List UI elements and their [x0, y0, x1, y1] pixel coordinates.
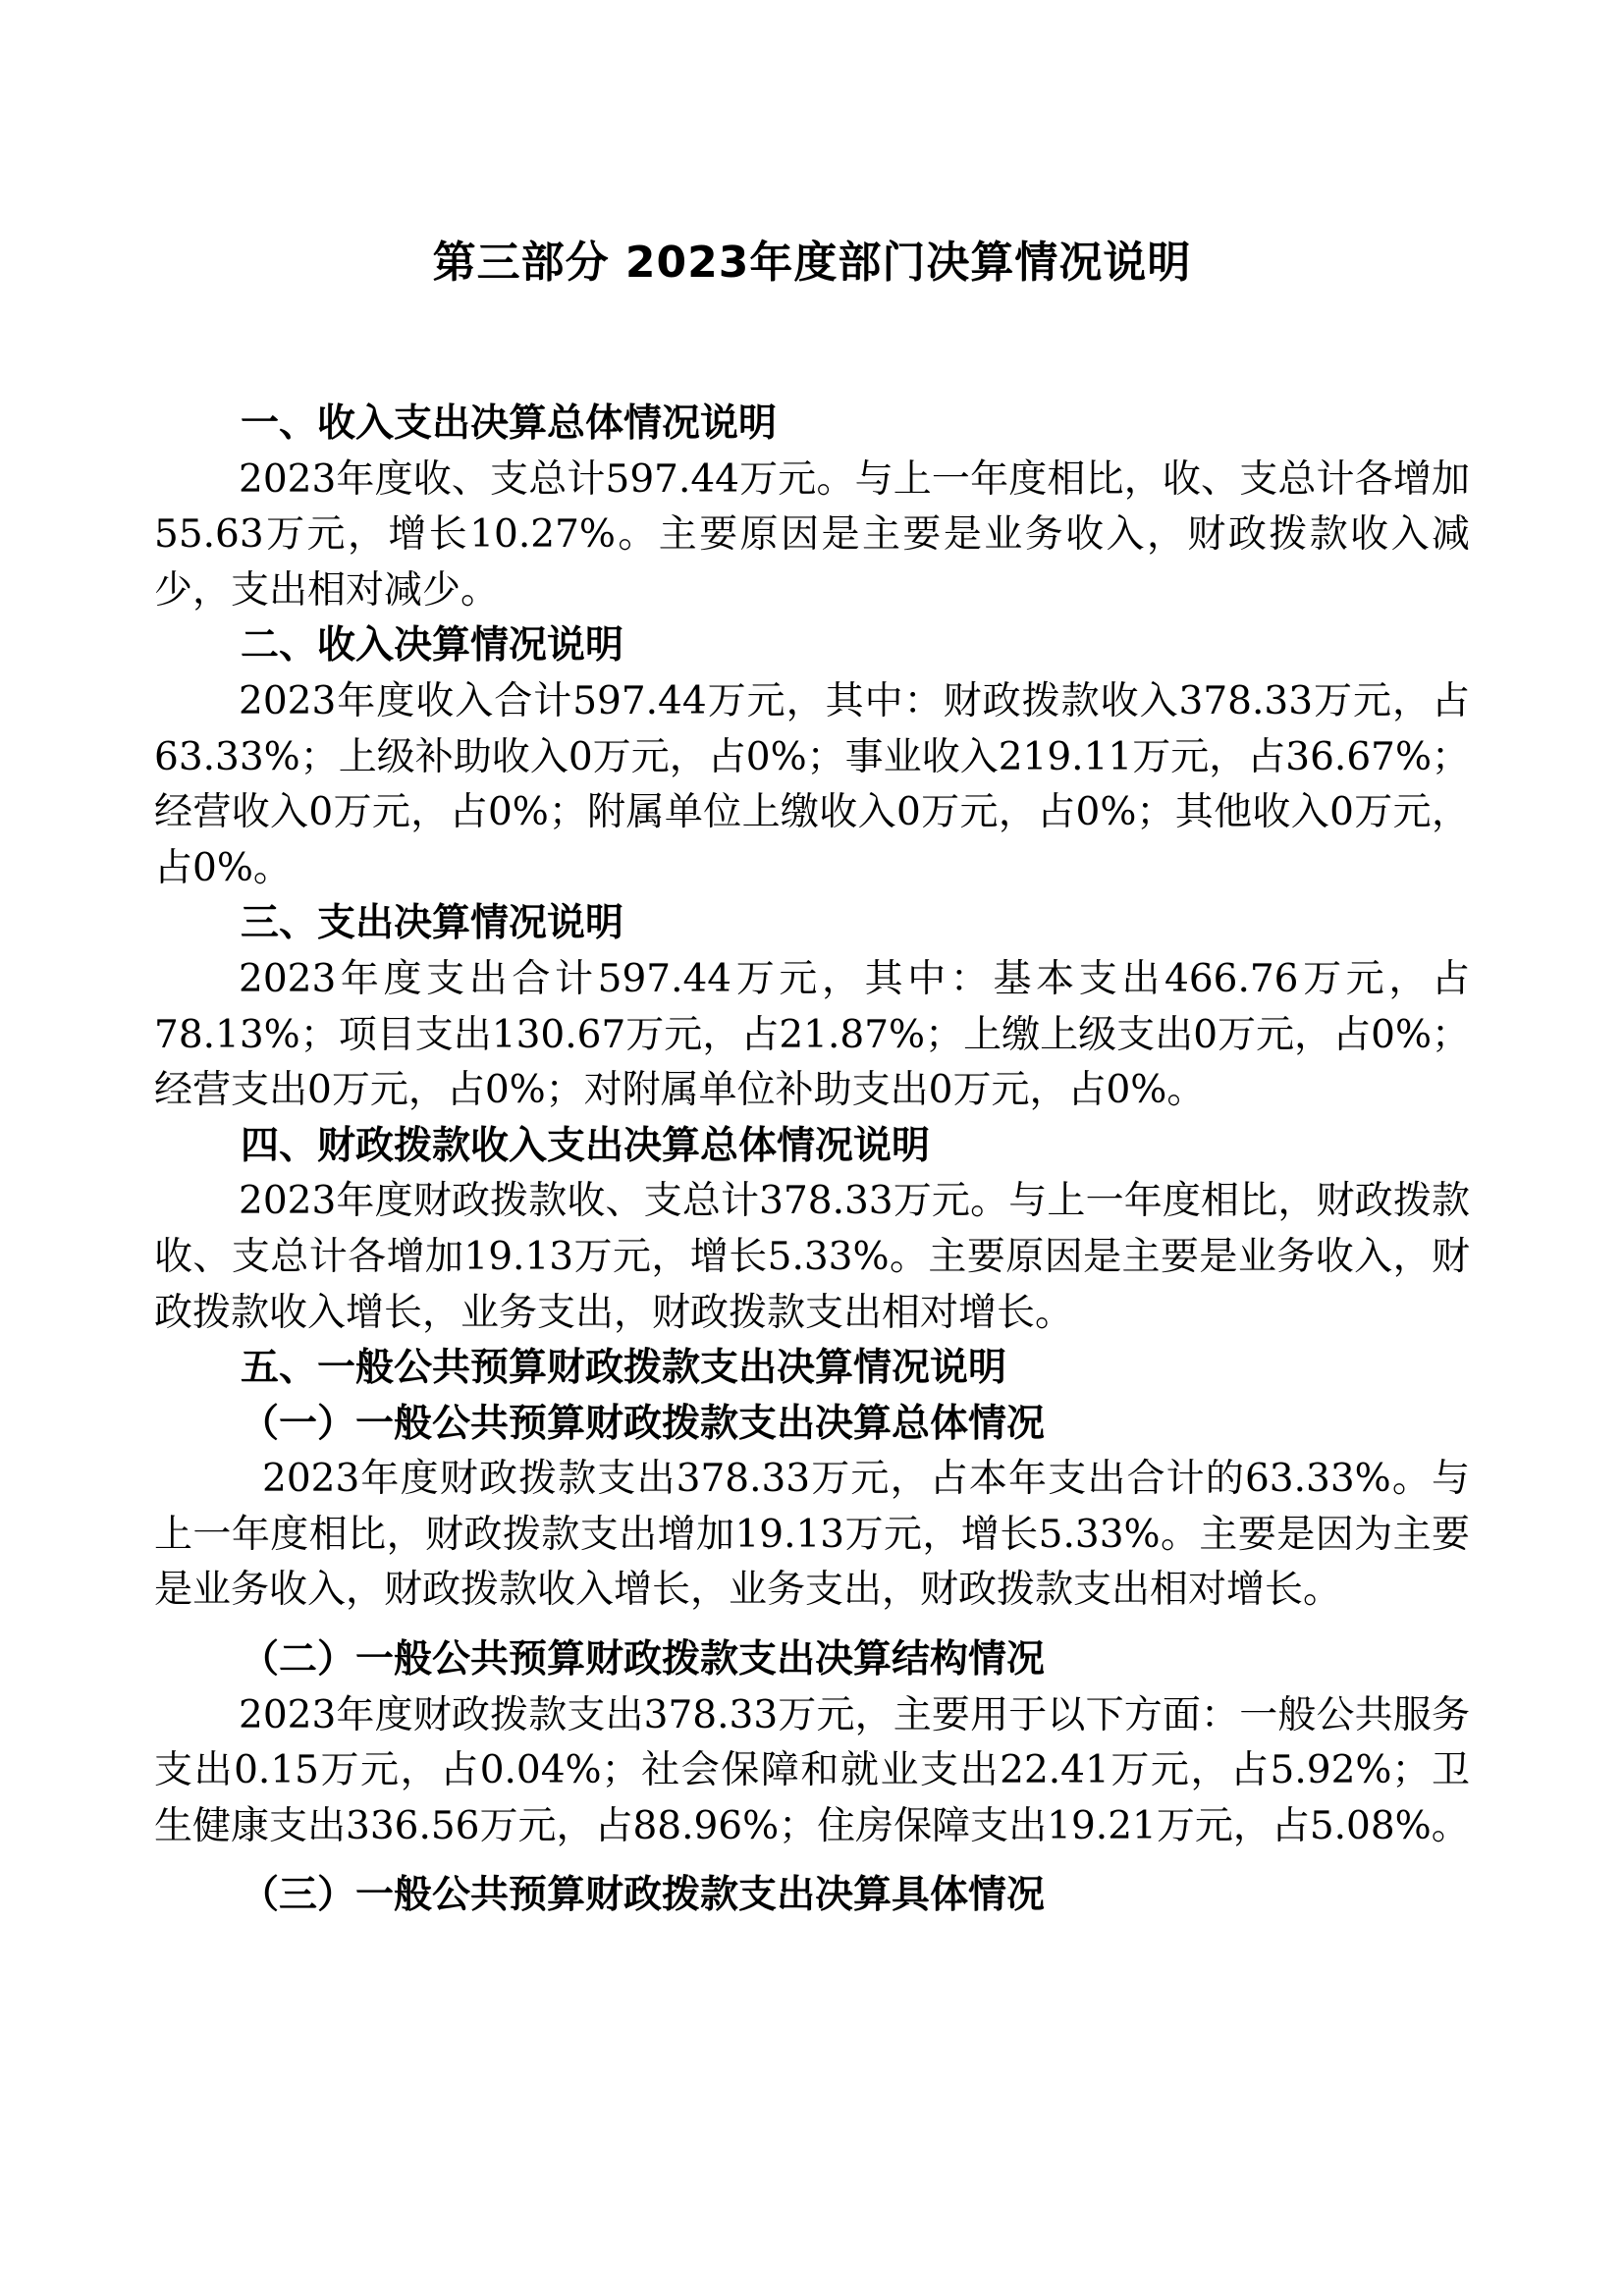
- section-3-heading: 三、支出决算情况说明: [241, 901, 624, 946]
- document-body: [154, 397, 1470, 1924]
- section-1-heading: 一、收入支出决算总体情况说明: [241, 401, 778, 446]
- section-2-heading: 二、收入决算情况说明: [241, 623, 624, 668]
- section-4-paragraph: 2023年度财政拨款收、支总计378.33万元。与上一年度相比，财政拨款收、支总计各增加19.13万元，增长5.33%。主要原因是主要是业务收入，财政拨款收入增长，业务支出，财政拨款支出相对增长。: [154, 1179, 1470, 1335]
- section-5-2-heading: （二）一般公共预算财政拨款支出决算结构情况: [241, 1637, 1046, 1682]
- section-2-paragraph: 2023年度收入合计597.44万元，其中：财政拨款收入378.33万元，占63.33%；上级补助收入0万元，占0%；事业收入219.11万元，占36.67%；经营收入0万元，占0%；附属单位上缴收入0万元，占0%；其他收入0万元，占0%。: [154, 678, 1470, 890]
- section-4-heading: 四、财政拨款收入支出决算总体情况说明: [241, 1123, 931, 1168]
- section-5-2-paragraph: 2023年度财政拨款支出378.33万元，主要用于以下方面：一般公共服务支出0.15万元，占0.04%；社会保障和就业支出22.41万元，占5.92%；卫生健康支出336.56万元，占88.96%；住房保障支出19.21万元，占5.08%。: [154, 1692, 1470, 1848]
- section-3-paragraph: 2023年度支出合计597.44万元，其中：基本支出466.76万元，占78.13%；项目支出130.67万元，占21.87%；上缴上级支出0万元，占0%；经营支出0万元，占0%；对附属单位补助支出0万元，占0%。: [154, 956, 1470, 1113]
- section-5-3-heading: （三）一般公共预算财政拨款支出决算具体情况: [241, 1873, 1046, 1918]
- section-5-1-heading: （一）一般公共预算财政拨款支出决算总体情况: [241, 1401, 1046, 1446]
- page-title: 第三部分 2023年度部门决算情况说明: [432, 238, 1192, 288]
- section-5-1-paragraph: 2023年度财政拨款支出378.33万元，占本年支出合计的63.33%。与上一年度相比，财政拨款支出增加19.13万元，增长5.33%。主要是因为主要是业务收入，财政拨款收入增长，业务支出，财政拨款支出相对增长。: [154, 1457, 1470, 1613]
- section-5-heading: 五、一般公共预算财政拨款支出决算情况说明: [241, 1346, 1007, 1391]
- section-1-paragraph: 2023年度收、支总计597.44万元。与上一年度相比，收、支总计各增加55.63万元，增长10.27%。主要原因是主要是业务收入，财政拨款收入减少，支出相对减少。: [154, 456, 1470, 613]
